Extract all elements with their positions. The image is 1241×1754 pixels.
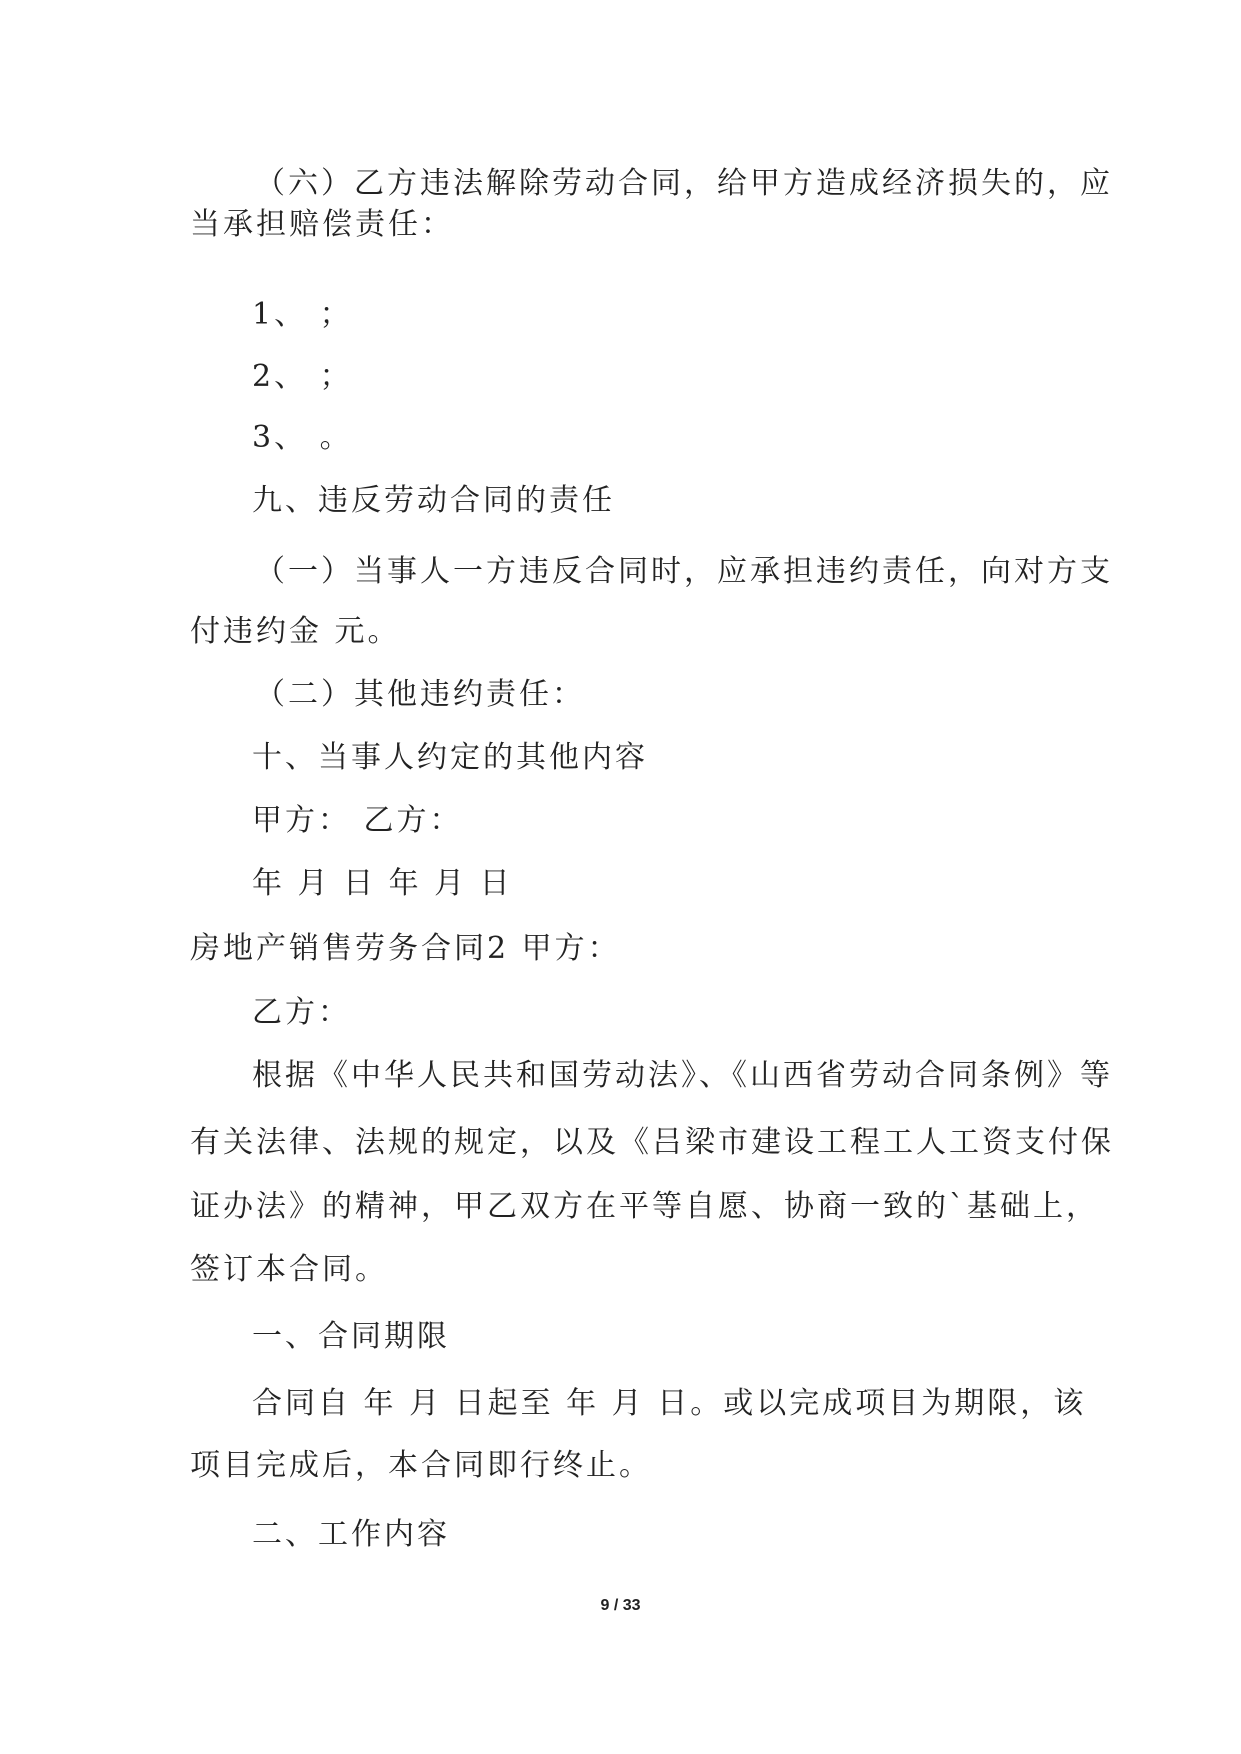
text-line: 签订本合同。	[190, 1252, 388, 1287]
section-heading: 九、违反劳动合同的责任	[252, 483, 615, 518]
text-line: （六）乙方违法解除劳动合同，给甲方造成经济损失的，应	[255, 166, 1113, 201]
section-heading: 十、当事人约定的其他内容	[252, 740, 648, 775]
text-line: 1、 ；	[252, 297, 353, 332]
section-heading: 一、合同期限	[252, 1319, 450, 1354]
text-line: 根据《中华人民共和国劳动法》、《山西省劳动合同条例》等	[252, 1058, 1113, 1093]
text-line: 证办法》的精神，甲乙双方在平等自愿、协商一致的`基础上，	[190, 1189, 1099, 1224]
contract-title: 房地产销售劳务合同2 甲方：	[190, 931, 621, 966]
text-line: 付违约金 元。	[190, 614, 401, 649]
text-line: 合同自 年 月 日起至 年 月 日。或以完成项目为期限，该	[252, 1386, 1087, 1421]
text-line: 有关法律、法规的规定，以及《吕梁市建设工程工人工资支付保	[190, 1125, 1114, 1160]
signature-dates: 年 月 日 年 月 日	[252, 866, 513, 901]
text-line: 3、 。	[252, 420, 353, 455]
page-number: 9 / 33	[600, 1597, 641, 1614]
party-b-line: 乙方：	[252, 995, 351, 1030]
text-line: 2、 ；	[252, 359, 353, 394]
signature-parties: 甲方： 乙方：	[252, 803, 463, 838]
text-line: 当承担赔偿责任：	[190, 207, 454, 242]
text-line: （二）其他违约责任：	[255, 677, 585, 712]
section-heading: 二、工作内容	[252, 1517, 450, 1552]
text-line: （一）当事人一方违反合同时，应承担违约责任，向对方支	[255, 554, 1113, 589]
text-line: 项目完成后，本合同即行终止。	[190, 1448, 652, 1483]
